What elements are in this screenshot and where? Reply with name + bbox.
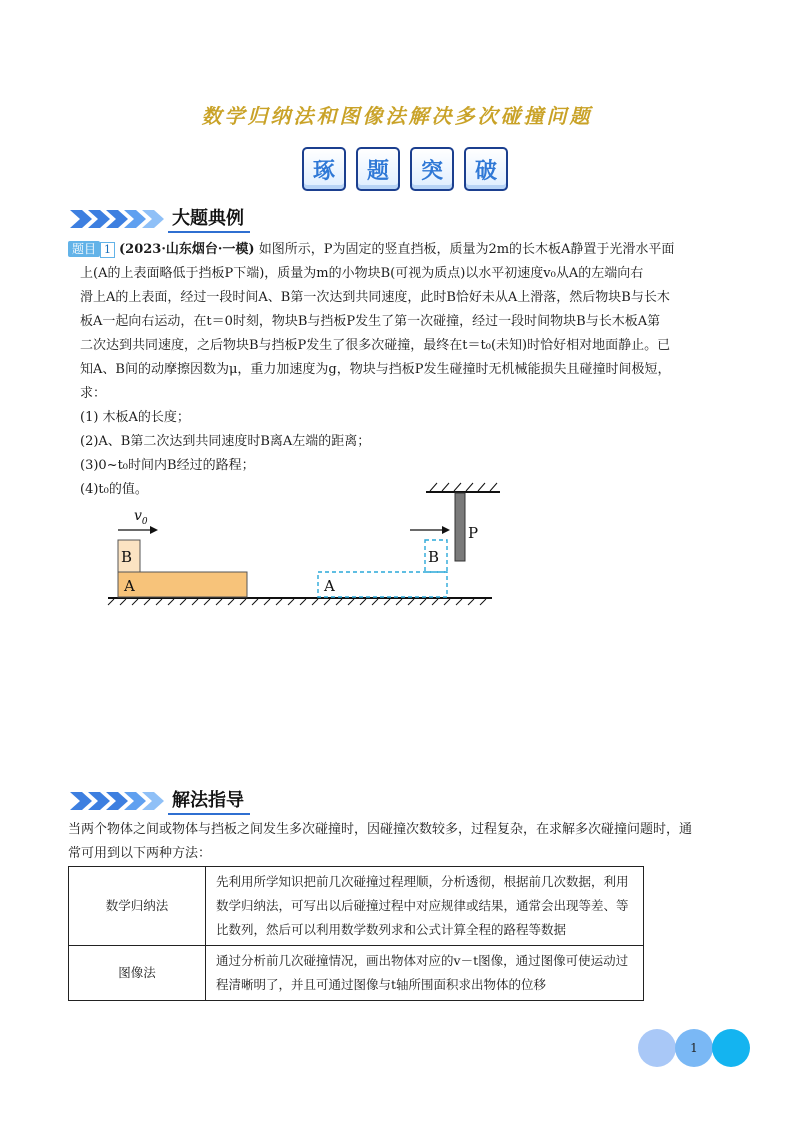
- chevron-arrows-icon: [70, 790, 166, 812]
- question-item: (2)A、B第二次达到共同速度时B离A左端的距离；: [80, 434, 371, 449]
- page-footer: [638, 1029, 750, 1067]
- badge-char: 琢: [302, 147, 346, 191]
- guide-line: 常可用到以下两种方法：: [68, 846, 212, 861]
- board-a-ghost: [318, 572, 447, 597]
- question-tag: 题目: [68, 241, 100, 257]
- block-b-label: B: [121, 548, 133, 566]
- board-a: [118, 572, 247, 597]
- method-desc-line: 先利用所学知识把前几次碰撞过程理顺，分析透彻，根据前几次数据，利用: [216, 874, 629, 889]
- board-a-label: A: [124, 577, 135, 595]
- section-header-guide: [70, 786, 250, 815]
- method-desc: [206, 867, 644, 946]
- decor-circle: [638, 1029, 676, 1067]
- method-desc-line: 通过分析前几次碰撞情况，画出物体对应的v－t图像，通过图像可使运动过: [216, 953, 629, 968]
- section-title: 解法指导: [168, 786, 250, 815]
- question-item: (3)0~t₀时间内B经过的路程；: [80, 458, 255, 473]
- method-desc-line: 比数列，然后可以利用数学数列求和公式计算全程的路程等数据: [216, 922, 567, 937]
- question-line: 滑上A的上表面，经过一段时间A、B第一次达到共同速度，此时B恰好未从A上滑落，然后物块B与长木: [80, 290, 670, 305]
- velocity-label: $v_0$: [134, 508, 148, 527]
- wall-p: [455, 493, 465, 561]
- badge-char: 突: [410, 147, 454, 191]
- chevron-arrows-icon: [70, 208, 166, 230]
- method-name: 图像法: [69, 946, 206, 1001]
- method-desc-line: 数学归纳法，可写出以后碰撞过程中对应规律或结果，通常会出现等差、等: [216, 898, 629, 913]
- topic-badges: [302, 147, 508, 191]
- ceiling-hatch: [430, 483, 497, 491]
- question-line: 求：: [80, 386, 107, 401]
- question-item: (1) 木板A的长度；: [80, 410, 190, 425]
- question-line: 板A一起向右运动，在t＝0时刻，物块B与挡板P发生了第一次碰撞，经过一段时间物块B与长木板A第: [80, 314, 661, 329]
- question-number: 1: [100, 242, 115, 258]
- page-number-circle: [675, 1029, 713, 1067]
- badge-char: 破: [464, 147, 508, 191]
- page-title: 数学归纳法和图像法解决多次碰撞问题: [201, 104, 593, 128]
- method-desc-line: 程清晰明了，并且可通过图像与t轴所围面积求出物体的位移: [216, 977, 547, 992]
- guide-text: [68, 818, 728, 866]
- arrow-head-icon: [442, 526, 450, 534]
- collision-diagram: [100, 478, 500, 606]
- ground-hatch: [108, 599, 486, 605]
- question-line: 上(A的上表面略低于挡板P下端)，质量为m的小物块B(可视为质点)以水平初速度v₀从A的左端向右: [80, 266, 644, 281]
- question-item: (4)t₀的值。: [80, 482, 148, 497]
- method-name: 数学归纳法: [69, 867, 206, 946]
- question-line: 知A、B间的动摩擦因数为μ，重力加速度为g，物块与挡板P发生碰撞时无机械能损失且碰撞时间极短，: [80, 362, 671, 377]
- section-header-examples: [70, 204, 250, 233]
- block-b-ghost-label: B: [428, 548, 440, 566]
- question-source: (2023·山东烟台·一模): [119, 242, 255, 257]
- section-title: 大题典例: [168, 204, 250, 233]
- question-block: [68, 238, 728, 502]
- question-line: 如图所示，P为固定的竖直挡板，质量为2m的长木板A静置于光滑水平面: [258, 242, 675, 257]
- badge-char: 题: [356, 147, 400, 191]
- wall-p-label: P: [468, 524, 479, 542]
- arrow-head-icon: [150, 526, 158, 534]
- page-number: 1: [690, 1041, 698, 1055]
- method-desc: [206, 946, 644, 1001]
- board-a-ghost-label: A: [324, 577, 335, 595]
- table-row: [69, 867, 644, 946]
- decor-circle: [712, 1029, 750, 1067]
- table-row: [69, 946, 644, 1001]
- guide-line: 当两个物体之间或物体与挡板之间发生多次碰撞时，因碰撞次数较多，过程复杂，在求解多次碰撞问题时，通: [68, 822, 693, 837]
- methods-table: [68, 866, 644, 1001]
- question-line: 二次达到共同速度，之后物块B与挡板P发生了很多次碰撞，最终在t＝t₀(未知)时恰好相对地面静止。已: [80, 338, 671, 353]
